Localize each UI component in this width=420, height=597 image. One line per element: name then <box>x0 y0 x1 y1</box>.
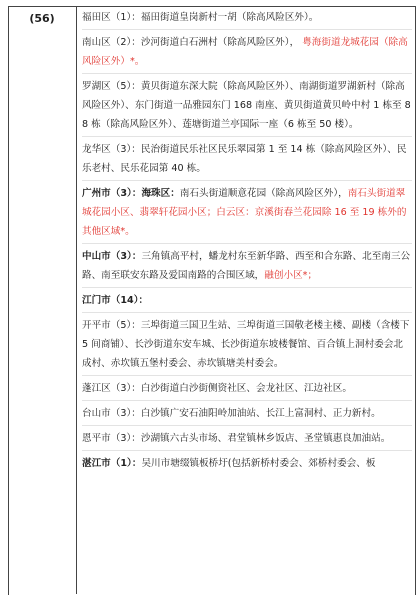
bold-text: 江门市（14）： <box>82 295 149 306</box>
content-paragraph <box>82 8 412 30</box>
paragraph-text: 南石头街道顺意花园（除高风险区外）， <box>179 188 348 199</box>
content-paragraph <box>82 291 412 313</box>
row-index: (56) <box>29 12 55 25</box>
content-paragraph <box>82 404 412 426</box>
content-column <box>82 8 412 478</box>
paragraph-text: 吴川市塘缀镇板桥圩(包括新桥村委会、郊桥村委会、板 <box>141 458 376 469</box>
paragraph-text: 罗湖区（5）：黄贝街道东深大院（除高风险区外）、南湖街道罗湖新村（除高风险区外）、东门街道一品雅园东门 168 南座、黄贝街道黄贝岭中村 1 栋至 88 栋（除高风险区外）、莲塘街道兰亭国际一座（6 栋至 50 楼）。 <box>82 81 411 130</box>
paragraph-text: 台山市（3）：白沙镇广安石油阳岭加油站、长江上富洞村、正力新村。 <box>82 408 381 419</box>
paragraph-text: 南山区（2）：沙河街道白石洲村（除高风险区外）， <box>82 37 303 48</box>
content-paragraph <box>82 247 412 288</box>
bold-text: 广州市（3）：海珠区： <box>82 188 180 199</box>
paragraph-text: 恩平市（3）：沙湖镇六古头市场、君堂镇林乡饭店、圣堂镇惠良加油站。 <box>82 433 391 444</box>
bold-text: 湛江市（1）： <box>82 458 142 469</box>
content-paragraph <box>82 429 412 451</box>
content-paragraph <box>82 140 412 181</box>
highlighted-text: 融创小区*； <box>264 270 318 281</box>
paragraph-text: 三角镇高平村，蟠龙村东至新华路、西至和合东路、北至南三公路、南至联安东路及爱国南路的合围区域， <box>82 251 411 281</box>
content-paragraph <box>82 33 412 74</box>
paragraph-text: 蓬江区（3）：白沙街道白沙街侧资社区、会龙社区、江边社区。 <box>82 383 352 394</box>
content-paragraph <box>82 316 412 376</box>
content-paragraph <box>82 379 412 401</box>
paragraph-text: 龙华区（3）：民治街道民乐社区民乐翠园第 1 至 14 栋（除高风险区外）、民乐老村、民乐花园第 40 栋。 <box>82 144 407 174</box>
content-paragraph <box>82 77 412 137</box>
bold-text: 中山市（3）： <box>82 251 142 262</box>
index-column <box>8 6 77 594</box>
content-paragraph <box>82 184 412 244</box>
content-paragraph <box>82 454 412 475</box>
paragraph-text: 开平市（5）：三埠街道三国卫生站、三埠街道三国敬老楼主楼、副楼（含楼下 5 间商铺）、长沙街道东安车城、长沙街道东坡楼餐馆、百合镇上洞村委会北成村、赤坎镇五堡村委会、赤坎镇塘美村委会。 <box>82 320 410 369</box>
paragraph-text: 福田区（1）：福田街道皇岗新村一胡（除高风险区外）。 <box>82 12 319 23</box>
highlighted-text: 粤海街道龙城花园（除高风险区外）*。 <box>82 37 408 67</box>
highlighted-text: 南石头街道翠城花园小区、翡翠轩花园小区；白云区：京溪街春兰花园除 16 至 19 栋外的其他区域*。 <box>82 188 407 237</box>
